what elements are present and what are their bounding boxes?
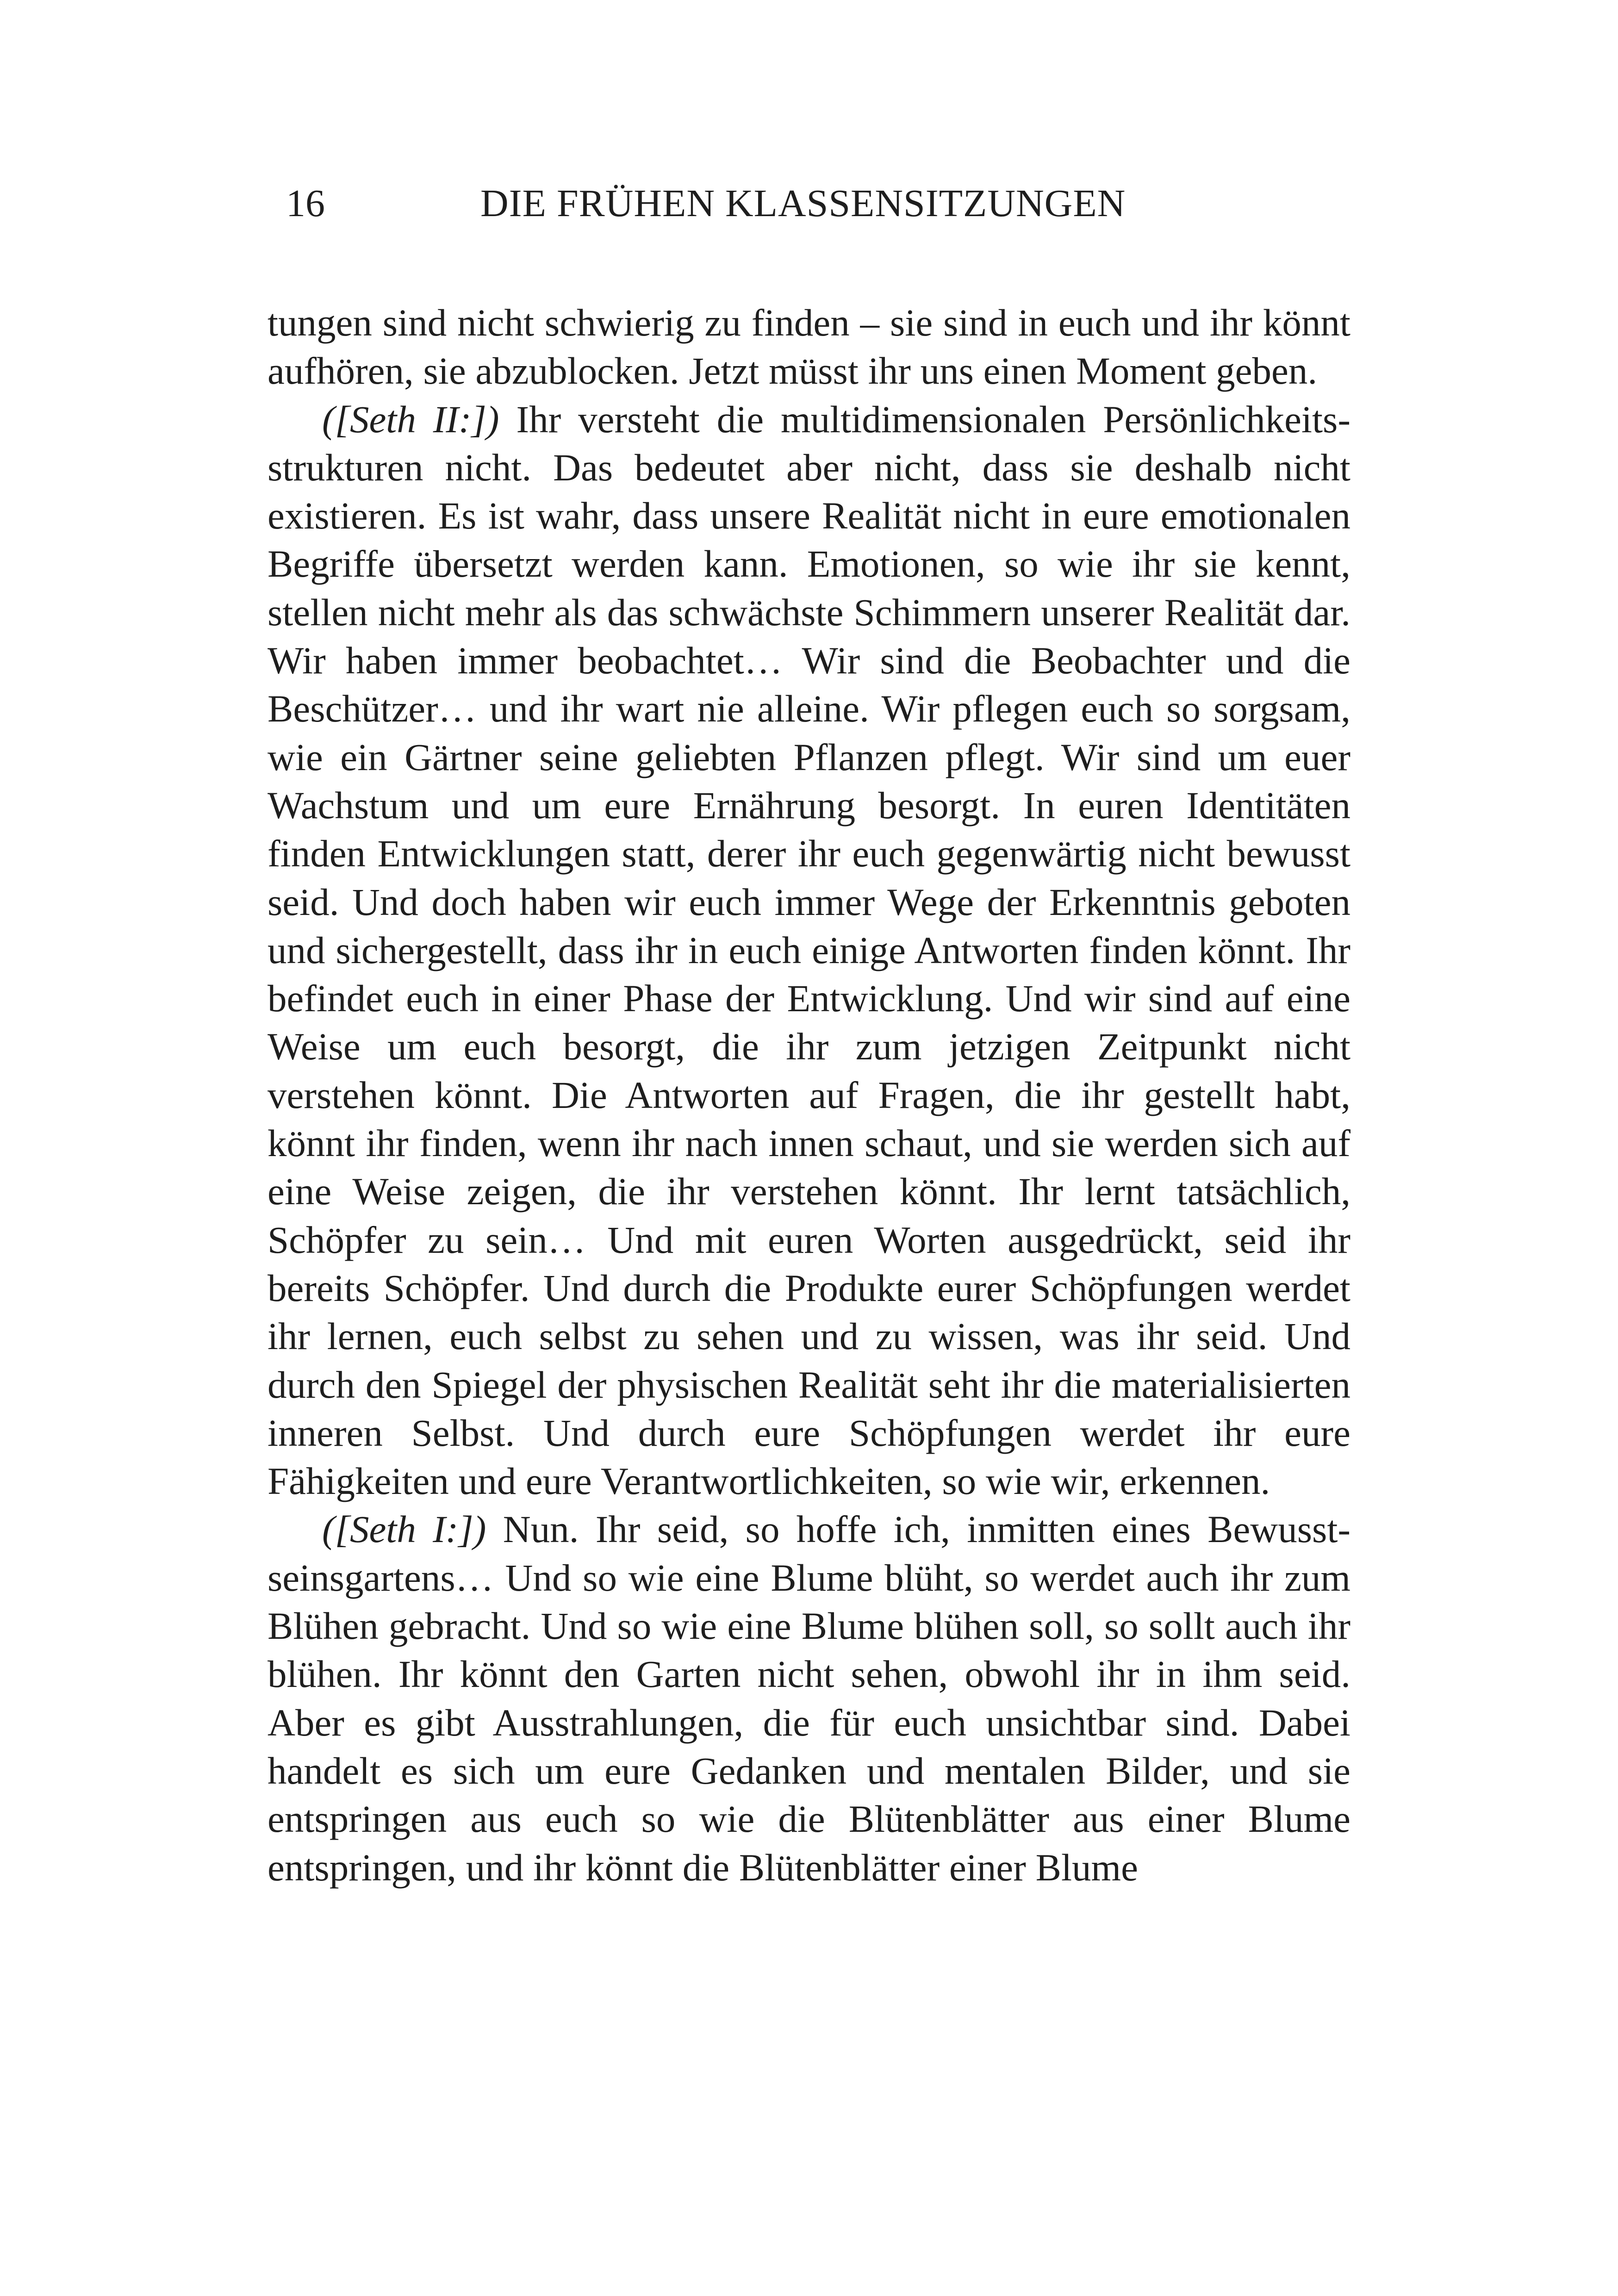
body-text <box>268 299 1350 1892</box>
speaker-label-seth-ii: ([Seth II:]) <box>322 398 499 441</box>
paragraph-3 <box>268 1505 1350 1891</box>
speaker-label-seth-i: ([Seth I:]) <box>322 1508 486 1551</box>
paragraph-3-text: Nun. Ihr seid, so hoffe ich, inmitten eines Bewusstseinsgartens… Und so wie eine Blume blüht, so werdet auch ihr zum Blühen gebracht. Und so wie eine Blume blühen soll, so sollt auch ihr blühen. Ihr könnt den Garten nicht sehen, obwohl ihr in ihm seid. Aber es gibt Ausstrahlungen, die für euch unsichtbar sind. Dabei handelt es sich um eure Gedanken und mentalen Bilder, und sie entspringen aus euch so wie die Blütenblätter aus einer Blume entspringen, und ihr könnt die Blütenblätter einer Blume <box>268 1508 1351 1889</box>
paragraph-2 <box>268 395 1350 1506</box>
paragraph-2-text: Ihr versteht die multidimensionalen Persönlichkeitsstrukturen nicht. Das bedeutet aber nicht, dass sie deshalb nicht existieren. Es ist wahr, dass unsere Realität nicht in eure emotionalen Begriffe übersetzt werden kann. Emotionen, so wie ihr sie kennt, stellen nicht mehr als das schwächste Schimmern unserer Realität dar. Wir haben immer beobachtet… Wir sind die Beobachter und die Beschützer… und ihr wart nie alleine. Wir pflegen euch so sorgsam, wie ein Gärtner seine geliebten Pflanzen pflegt. Wir sind um euer Wachstum und um eure Ernährung besorgt. In euren Identitäten finden Entwicklungen statt, derer ihr euch gegenwärtig nicht bewusst seid. Und doch haben wir euch immer Wege der Erkenntnis geboten und sichergestellt, dass ihr in euch einige Antworten finden könnt. Ihr befindet euch in einer Phase der Entwicklung. Und wir sind auf eine Weise um euch besorgt, die ihr zum jetzigen Zeitpunkt nicht verstehen könnt. Die Antworten auf Fragen, die ihr gestellt habt, könnt ihr finden, wenn ihr nach innen schaut, und sie werden sich auf eine Weise zeigen, die ihr verstehen könnt. Ihr lernt tatsächlich, Schöpfer zu sein… Und mit euren Worten ausgedrückt, seid ihr bereits Schöpfer. Und durch die Produkte eurer Schöpfungen werdet ihr lernen, euch selbst zu sehen und zu wissen, was ihr seid. Und durch den Spiegel der physischen Realität seht ihr die materialisierten inneren Selbst. Und durch eure Schöpfungen werdet ihr eure Fähigkeiten und eure Verantwortlichkeiten, so wie wir, erkennen. <box>268 398 1350 1503</box>
paragraph-1 <box>268 299 1350 395</box>
paragraph-1-text: tungen sind nicht schwierig zu finden – sie sind in euch und ihr könnt aufhören, sie abzublocken. Jetzt müsst ihr uns einen Moment geben. <box>268 301 1350 392</box>
running-head <box>268 174 1350 234</box>
chapter-title: DIE FRÜHEN KLASSENSITZUNGEN <box>480 182 1126 225</box>
page-number: 16 <box>286 182 325 225</box>
